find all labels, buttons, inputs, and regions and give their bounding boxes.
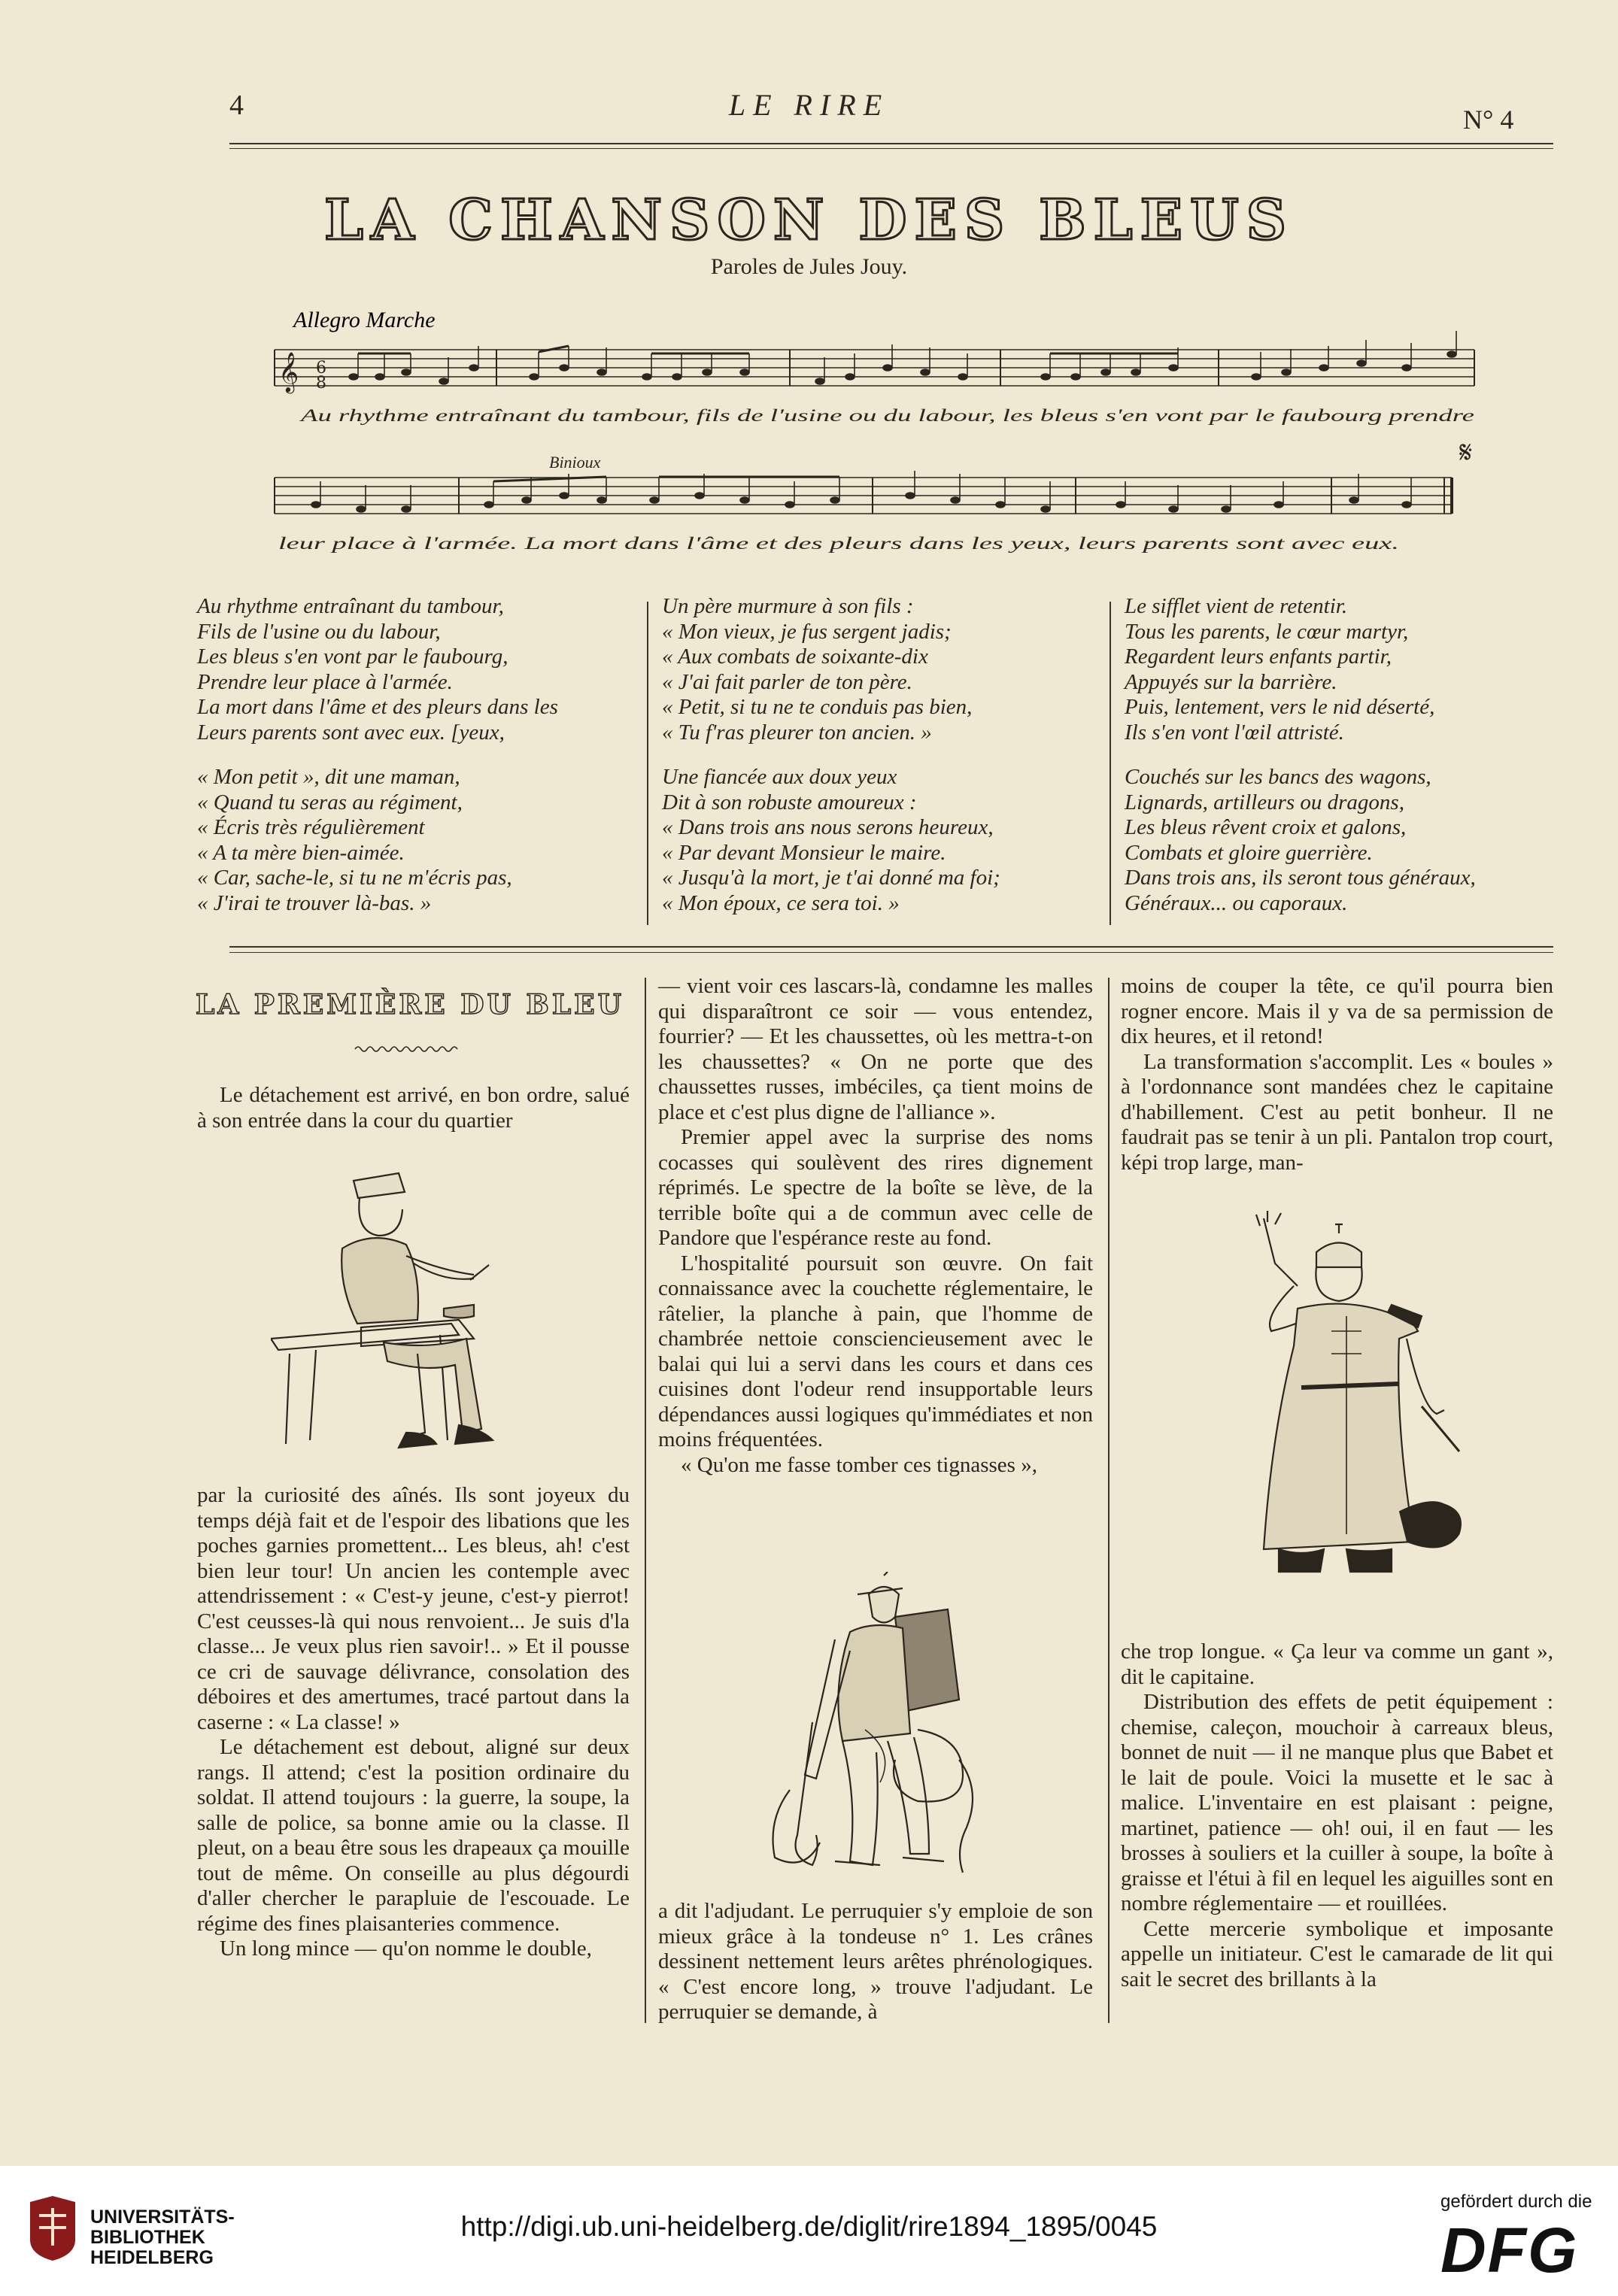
paragraph: Le détachement est arrivé, en bon ordre, salué à son entrée dans la cour du quartier: [197, 1083, 630, 1133]
lyric-line: « J'ai fait parler de ton père.: [662, 669, 912, 694]
paragraph: La transformation s'accomplit. Les « boules » à l'ordonnance sont mandées chez le capitaine d'habillement. C'est au petit bonheur. Il ne faudrait pas se tenir à un pli. Pantalon trop court, képi trop large, man-: [1121, 1049, 1553, 1175]
dfg-logo: DFG: [1440, 2215, 1579, 2285]
lyric-line: « Quand tu seras au régiment,: [197, 790, 463, 814]
paragraph: Distribution des effets de petit équipement : chemise, caleçon, mouchoir à carreaux bleus, bonnet de nuit — il ne manque plus que Babet et le lait de poule. Voici la musette et le sac à malice. L'inventaire en est plaisant : peigne, martinet, patience — oh! oui, il en faut — les brosses à souliers et la cuiller à soupe, la boîte à graisse et l'étui à fil en lequel les aiguilles sont en nombre réglementaire — et rouillées.: [1121, 1690, 1553, 1915]
paragraph: Un long mince — qu'on nomme le double,: [220, 1937, 592, 1961]
lyric-line: « Écris très régulièrement: [197, 815, 425, 839]
library-line: BIBLIOTHEK: [90, 2227, 205, 2248]
article-column-1-top: [197, 1083, 630, 1133]
column-divider: [645, 978, 646, 2023]
lyric-line: « Mon époux, ce sera toi. »: [662, 890, 900, 915]
lyric-line: Les bleus rêvent croix et galons,: [1125, 815, 1407, 839]
music-lyrics-line-1: Au rhythme entraînant du tambour, fils de l'usine ou du labour, les bleus s'en vont par le faubourg prendre: [298, 406, 1474, 425]
article-column-2-top: [658, 974, 1093, 1478]
stanza: [1125, 594, 1476, 745]
paragraph: a dit l'adjudant. Le perruquier s'y emploie de son mieux grâce à la tondeuse n° 1. Les crânes dessinent nettement leurs arêtes phrénologiques. « C'est encore long, » trouve l'adjudant. Le perruquier se demande, à: [658, 1899, 1093, 2024]
source-url[interactable]: http://digi.ub.uni-heidelberg.de/diglit/rire1894_1895/0045: [460, 2211, 1158, 2242]
lyric-line: Ils s'en vont l'œil attristé.: [1125, 720, 1344, 745]
lyric-line: Au rhythme entraînant du tambour,: [197, 594, 504, 618]
paragraph: Premier appel avec la surprise des noms cocasses qui soulèvent des rires dignement réprimés. Le spectre de la boîte se lève, de la terrible boîte qui a de commun avec celle de Pandore que l'espérance reste au fond.: [658, 1125, 1093, 1250]
lyrics-column-2: [662, 594, 1000, 916]
lyric-line: « A ta mère bien-aimée.: [197, 840, 405, 865]
lyric-line: « Car, sache-le, si tu ne m'écris pas,: [197, 866, 512, 890]
column-divider: [647, 602, 648, 925]
section-rule: [229, 946, 1553, 948]
lyric-line: « Aux combats de soixante-dix: [662, 645, 928, 669]
paragraph: par la curiosité des aînés. Ils sont joyeux du temps déjà fait et de l'espoir des libations que les poches garnies promettent... Les bleus, ah! c'est bien leur tour! Un ancien les contemple avec attendrissement : « C'est-y jeune, c'est-y pierrot! C'est ceusses-là qui nous renvoient... Je suis d'la classe... Je veux plus rien savoir!.. » Et il pousse ce cri de sauvage délivrance, consolation des déboires et des amertumes, tracé partout dans la caserne : « La classe! »: [197, 1483, 630, 1734]
lyric-line: Le sifflet vient de retentir.: [1125, 594, 1348, 618]
page-number: 4: [229, 89, 244, 121]
column-divider: [1110, 602, 1111, 925]
paragraph: Cette mercerie symbolique et imposante appelle un initiateur. C'est le camarade de lit qui sait le secret des brillants à la: [1121, 1916, 1553, 1991]
column-divider: [1108, 978, 1110, 2023]
music-lyrics-line-2: leur place à l'armée. La mort dans l'âme et des pleurs dans les yeux, leurs parents sont avec eux.: [278, 534, 1399, 553]
library-line: HEIDELBERG: [90, 2247, 214, 2268]
header-rule: [229, 143, 1553, 144]
library-line: UNIVERSITÄTS-: [90, 2207, 235, 2228]
paragraph: « Qu'on me fasse tomber ces tignasses »,: [681, 1452, 1037, 1477]
stanza: [197, 765, 558, 916]
lyric-line: Appuyés sur la barrière.: [1125, 669, 1337, 694]
article-column-1-bottom: [197, 1483, 630, 1962]
lyric-line: « Par devant Monsieur le maire.: [662, 840, 946, 865]
paragraph: moins de couper la tête, ce qu'il pourra bien rogner encore. Mais il y va de sa permission de dix heures, et il retond!: [1121, 974, 1553, 1048]
lyric-line: Généraux... ou caporaux.: [1125, 890, 1348, 915]
paragraph: — vient voir ces lascars-là, condamne les malles qui disparaîtront ce soir — vous entendez, fourrier? — Et les chaussettes, où les mettra-t-on les chaussettes? « On ne porte que des chaussettes russes, imbéciles, ça tient moins de place et c'est plus digne de l'alliance ».: [658, 974, 1093, 1124]
lyric-line: Un père murmure à son fils :: [662, 594, 914, 618]
lyrics-column-3: [1125, 594, 1476, 916]
section-rule-thin: [229, 952, 1553, 953]
lyric-line: « Mon petit », dit une maman,: [197, 765, 460, 789]
article-column-3-bottom: [1121, 1639, 1553, 1992]
music-score: [248, 293, 1489, 564]
lyric-line: « Tu f'ras pleurer ton ancien. »: [662, 720, 932, 745]
stanza: [662, 594, 1000, 745]
paragraph: L'hospitalité poursuit son œuvre. On fait connaissance avec la couchette réglementaire, le râtelier, la planche à pain, que l'homme de chambrée nettoie consciencieusement avec le balai qui lui a servi dans les cours et dans ces cuisines dont l'odeur rend insupportable leurs dépendances aussi logiques qu'immédiates et non moins fréquentées.: [658, 1251, 1093, 1451]
lyric-line: « Dans trois ans nous serons heureux,: [662, 815, 994, 839]
article-column-2-bottom: [658, 1899, 1093, 2025]
paragraph: Le détachement est debout, aligné sur deux rangs. Il attend; c'est la position ordinaire du soldat. Il attend toujours : la guerre, la soupe, la salle de police, sa bonne amie ou la classe. Il pleut, on a beau être sous les drapeaux ça mouille tout de même. On conseille au plus dégourdi d'aller chercher le parapluie de l'escouade. Le régime des fines plaisanteries commence.: [197, 1735, 630, 1936]
lyric-line: Les bleus s'en vont par le faubourg,: [197, 645, 508, 669]
lyric-line: Prendre leur place à l'armée.: [197, 669, 453, 694]
svg-text:6: 6: [316, 359, 326, 378]
paragraph: che trop longue. « Ça leur va comme un gant », dit le capitaine.: [1121, 1639, 1553, 1689]
lyric-line: Lignards, artilleurs ou dragons,: [1125, 790, 1404, 814]
lyric-line: Leurs parents sont avec eux. [yeux,: [197, 720, 505, 745]
journal-title: LE RIRE: [728, 88, 890, 122]
lyric-line: « Petit, si tu ne te conduis pas bien,: [662, 695, 973, 719]
lyric-line: Dit à son robuste amoureux :: [662, 790, 917, 814]
issue-number: N° 4: [1463, 105, 1514, 135]
header-rule-thin: [229, 148, 1553, 149]
lyric-line: Fils de l'usine ou du labour,: [197, 619, 441, 644]
lyric-line: Couchés sur les bancs des wagons,: [1125, 765, 1431, 789]
lyric-line: Dans trois ans, ils seront tous généraux,: [1125, 866, 1476, 890]
illustration-soldier-with-pack: [745, 1572, 1015, 1895]
lyric-line: La mort dans l'âme et des pleurs dans les: [197, 695, 558, 719]
lyric-line: « J'irai te trouver là-bas. »: [197, 890, 432, 915]
illustration-seated-soldier: [271, 1166, 549, 1466]
illustration-saluting-soldier: [1196, 1211, 1489, 1617]
lyric-line: Combats et gloire guerrière.: [1125, 840, 1373, 865]
stanza: [662, 765, 1000, 916]
lyrics-column-1: [197, 594, 558, 916]
svg-text:8: 8: [316, 374, 326, 393]
lyric-line: Tous les parents, le cœur martyr,: [1125, 619, 1409, 644]
lyric-line: « Jusqu'à la mort, je t'ai donné ma foi;: [662, 866, 1000, 890]
svg-text:𝄋: 𝄋: [1459, 435, 1473, 470]
song-title: LA CHANSON DES BLEUS: [323, 188, 1295, 253]
song-byline: Paroles de Jules Jouy.: [710, 254, 908, 279]
music-mark: Binioux: [549, 453, 601, 472]
svg-text:𝄞: 𝄞: [278, 351, 299, 392]
lyric-line: Puis, lentement, vers le nid déserté,: [1125, 695, 1435, 719]
funding-note: gefördert durch die: [1440, 2191, 1592, 2212]
stanza: [1125, 765, 1476, 916]
lyric-line: « Mon vieux, je fus sergent jadis;: [662, 619, 952, 644]
article-column-3-top: [1121, 974, 1553, 1175]
title-ornament: [354, 1044, 466, 1054]
tempo-marking: Allegro Marche: [293, 308, 436, 332]
lyric-line: Une fiancée aux doux yeux: [662, 765, 897, 789]
stanza: [197, 594, 558, 745]
lyric-line: Regardent leurs enfants partir,: [1125, 645, 1392, 669]
article-title: LA PREMIÈRE DU BLEU: [196, 989, 624, 1021]
